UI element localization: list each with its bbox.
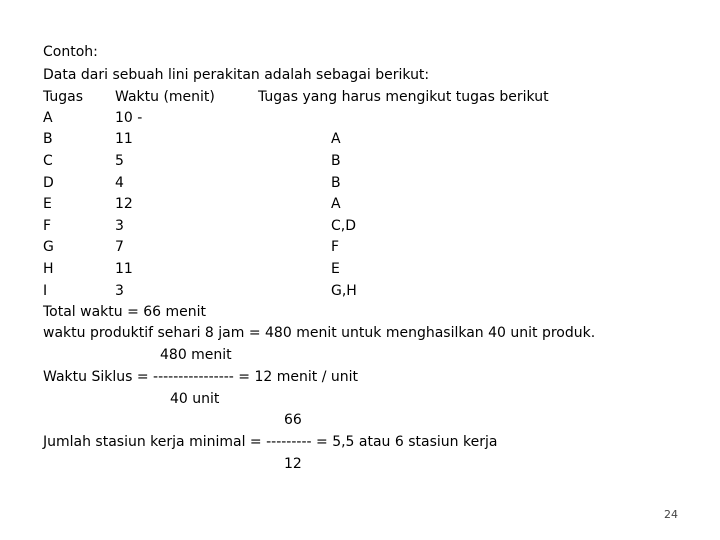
header-predecessor: Tugas yang harus mengikut tugas berikut	[258, 89, 549, 105]
table-row-time: 11	[115, 261, 133, 277]
table-row-time: 5	[115, 153, 124, 169]
total-time: Total waktu = 66 menit	[43, 304, 207, 320]
productive-time: waktu produktif sehari 8 jam = 480 menit untuk menghasilkan 40 unit produk.	[43, 325, 596, 341]
table-row-predecessor: C,D	[331, 218, 357, 234]
table-row-time: 4	[115, 175, 124, 191]
table-row-time: 10 -	[115, 110, 143, 126]
min-stations-equation: Jumlah stasiun kerja minimal = --------- = 5,5 atau 6 stasiun kerja	[43, 434, 498, 450]
table-row-time: 11	[115, 131, 133, 147]
table-row-time: 3	[115, 283, 124, 299]
header-time: Waktu (menit)	[115, 89, 215, 105]
table-row-task: E	[43, 196, 52, 212]
table-row-task: B	[43, 131, 53, 147]
heading: Contoh:	[43, 44, 98, 60]
min-stations-numerator: 66	[284, 412, 302, 428]
table-row-task: H	[43, 261, 54, 277]
header-task: Tugas	[43, 89, 84, 105]
table-row-task: D	[43, 175, 54, 191]
table-row-predecessor: B	[331, 175, 341, 191]
min-stations-denominator: 12	[284, 456, 302, 472]
table-row-task: F	[43, 218, 52, 234]
table-row-task: A	[43, 110, 53, 126]
page-number: 24	[664, 508, 678, 521]
cycle-time-equation: Waktu Siklus = ---------------- = 12 menit / unit	[43, 369, 358, 385]
table-row-time: 7	[115, 239, 124, 255]
intro-text: Data dari sebuah lini perakitan adalah sebagai berikut:	[43, 67, 430, 83]
table-row-predecessor: G,H	[331, 283, 357, 299]
table-row-task: I	[43, 283, 48, 299]
table-row-predecessor: E	[331, 261, 340, 277]
table-row-task: C	[43, 153, 53, 169]
table-row-predecessor: A	[331, 196, 341, 212]
cycle-time-denominator: 40 unit	[170, 391, 220, 407]
table-row-predecessor: A	[331, 131, 341, 147]
table-row-time: 3	[115, 218, 124, 234]
table-row-time: 12	[115, 196, 133, 212]
table-row-predecessor: B	[331, 153, 341, 169]
table-row-task: G	[43, 239, 54, 255]
cycle-time-numerator: 480 menit	[160, 347, 232, 363]
table-row-predecessor: F	[331, 239, 340, 255]
